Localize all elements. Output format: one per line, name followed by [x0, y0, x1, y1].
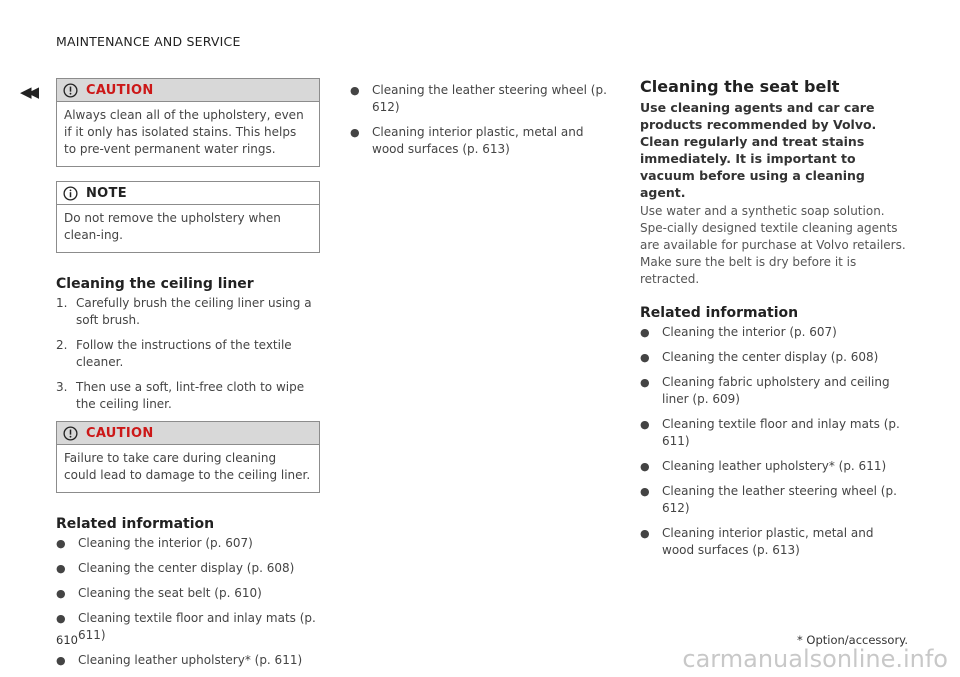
caution-box-liner: [56, 421, 320, 493]
column-3: [640, 78, 908, 567]
note-box-header: [57, 182, 319, 204]
caution-box-upholstery: [56, 78, 320, 167]
bullet-icon: ●: [350, 126, 360, 139]
column-1: [56, 78, 320, 677]
seat-belt-body: Use water and a synthetic soap solution. Spe-cially designed textile cleaning agents are available for purchase at Volvo retailers. Make sure the belt is dry before it is retracted.: [640, 204, 906, 286]
caution-box-header: [57, 79, 319, 101]
list-item[interactable]: [56, 610, 320, 644]
step-item: [56, 379, 320, 413]
bullet-icon: ●: [640, 376, 650, 389]
exclamation-circle-icon: [63, 426, 78, 441]
column-2: [350, 82, 608, 166]
related-link[interactable]: Cleaning interior plastic, metal and wood surfaces (p. 613): [372, 125, 584, 156]
caution-text: Failure to take care during cleaning could lead to damage to the ceiling liner.: [57, 444, 319, 492]
related-info-heading: Related information: [56, 516, 215, 532]
list-item[interactable]: [350, 124, 608, 158]
watermark: carmanualsonline.info: [682, 645, 948, 673]
ceiling-liner-steps: [56, 295, 320, 413]
ceiling-liner-heading: Cleaning the ceiling liner: [56, 276, 254, 292]
bullet-icon: ●: [56, 587, 66, 600]
bullet-icon: ●: [640, 527, 650, 540]
bullet-icon: ●: [640, 351, 650, 364]
list-item[interactable]: [640, 349, 908, 366]
seat-belt-lead: Use cleaning agents and car care products recommended by Volvo. Clean regularly and treat stains immediately. It is important to vacuum before using a cleaning agent.: [640, 100, 877, 200]
caution-title: CAUTION: [86, 425, 154, 441]
related-link[interactable]: Cleaning leather upholstery* (p. 611): [78, 653, 303, 667]
bullet-icon: ●: [640, 485, 650, 498]
related-link[interactable]: Cleaning the interior (p. 607): [662, 325, 837, 339]
related-info-list: [640, 324, 908, 559]
related-link[interactable]: Cleaning textile floor and inlay mats (p. 611): [662, 417, 900, 448]
caution-text: Always clean all of the upholstery, even if it only has isolated stains. This helps to pre-vent permanent water rings.: [57, 101, 319, 166]
bullet-icon: ●: [640, 460, 650, 473]
bullet-icon: ●: [56, 654, 66, 667]
list-item[interactable]: [640, 483, 908, 517]
step-number: 3.: [56, 380, 68, 394]
bullet-icon: ●: [56, 562, 66, 575]
step-text: Carefully brush the ceiling liner using a soft brush.: [76, 296, 312, 327]
list-item[interactable]: [56, 585, 320, 602]
list-item[interactable]: [56, 560, 320, 577]
related-link[interactable]: Cleaning the center display (p. 608): [662, 350, 879, 364]
bullet-icon: ●: [640, 326, 650, 339]
bullet-icon: ●: [350, 84, 360, 97]
related-link[interactable]: Cleaning textile floor and inlay mats (p. 611): [78, 611, 316, 642]
list-item[interactable]: [640, 458, 908, 475]
note-text: Do not remove the upholstery when clean-ing.: [57, 204, 319, 252]
bullet-icon: ●: [56, 612, 66, 625]
bullet-icon: ●: [56, 537, 66, 550]
related-link[interactable]: Cleaning the center display (p. 608): [78, 561, 295, 575]
caution-title: CAUTION: [86, 82, 154, 98]
step-text: Follow the instructions of the textile cleaner.: [76, 338, 292, 369]
step-text: Then use a soft, lint-free cloth to wipe the ceiling liner.: [76, 380, 305, 411]
note-title: NOTE: [86, 185, 127, 201]
list-item[interactable]: [640, 525, 908, 559]
list-item[interactable]: [640, 324, 908, 341]
list-item[interactable]: [640, 416, 908, 450]
related-link[interactable]: Cleaning the seat belt (p. 610): [78, 586, 262, 600]
step-number: 2.: [56, 338, 68, 352]
related-link[interactable]: Cleaning fabric upholstery and ceiling liner (p. 609): [662, 375, 890, 406]
seat-belt-heading: Cleaning the seat belt: [640, 77, 840, 96]
note-box: [56, 181, 320, 253]
back-arrows-icon[interactable]: ◀◀: [20, 83, 36, 101]
list-item[interactable]: [56, 652, 320, 669]
step-number: 1.: [56, 296, 68, 310]
list-item[interactable]: [640, 374, 908, 408]
info-circle-icon: [63, 186, 78, 201]
related-info-list-continued: [350, 82, 608, 158]
page-number: 610: [56, 633, 78, 647]
section-header: MAINTENANCE AND SERVICE: [56, 34, 241, 49]
step-item: [56, 337, 320, 371]
bullet-icon: ●: [640, 418, 650, 431]
footnote: * Option/accessory.: [797, 633, 908, 647]
related-info-heading: Related information: [640, 305, 799, 321]
related-info-list: [56, 535, 320, 669]
related-link[interactable]: Cleaning the leather steering wheel (p. 612): [662, 484, 897, 515]
related-link[interactable]: Cleaning the interior (p. 607): [78, 536, 253, 550]
exclamation-circle-icon: [63, 83, 78, 98]
related-link[interactable]: Cleaning interior plastic, metal and wood surfaces (p. 613): [662, 526, 874, 557]
list-item[interactable]: [56, 535, 320, 552]
caution-box-header: [57, 422, 319, 444]
list-item[interactable]: [350, 82, 608, 116]
related-link[interactable]: Cleaning the leather steering wheel (p. 612): [372, 83, 607, 114]
related-link[interactable]: Cleaning leather upholstery* (p. 611): [662, 459, 887, 473]
step-item: [56, 295, 320, 329]
